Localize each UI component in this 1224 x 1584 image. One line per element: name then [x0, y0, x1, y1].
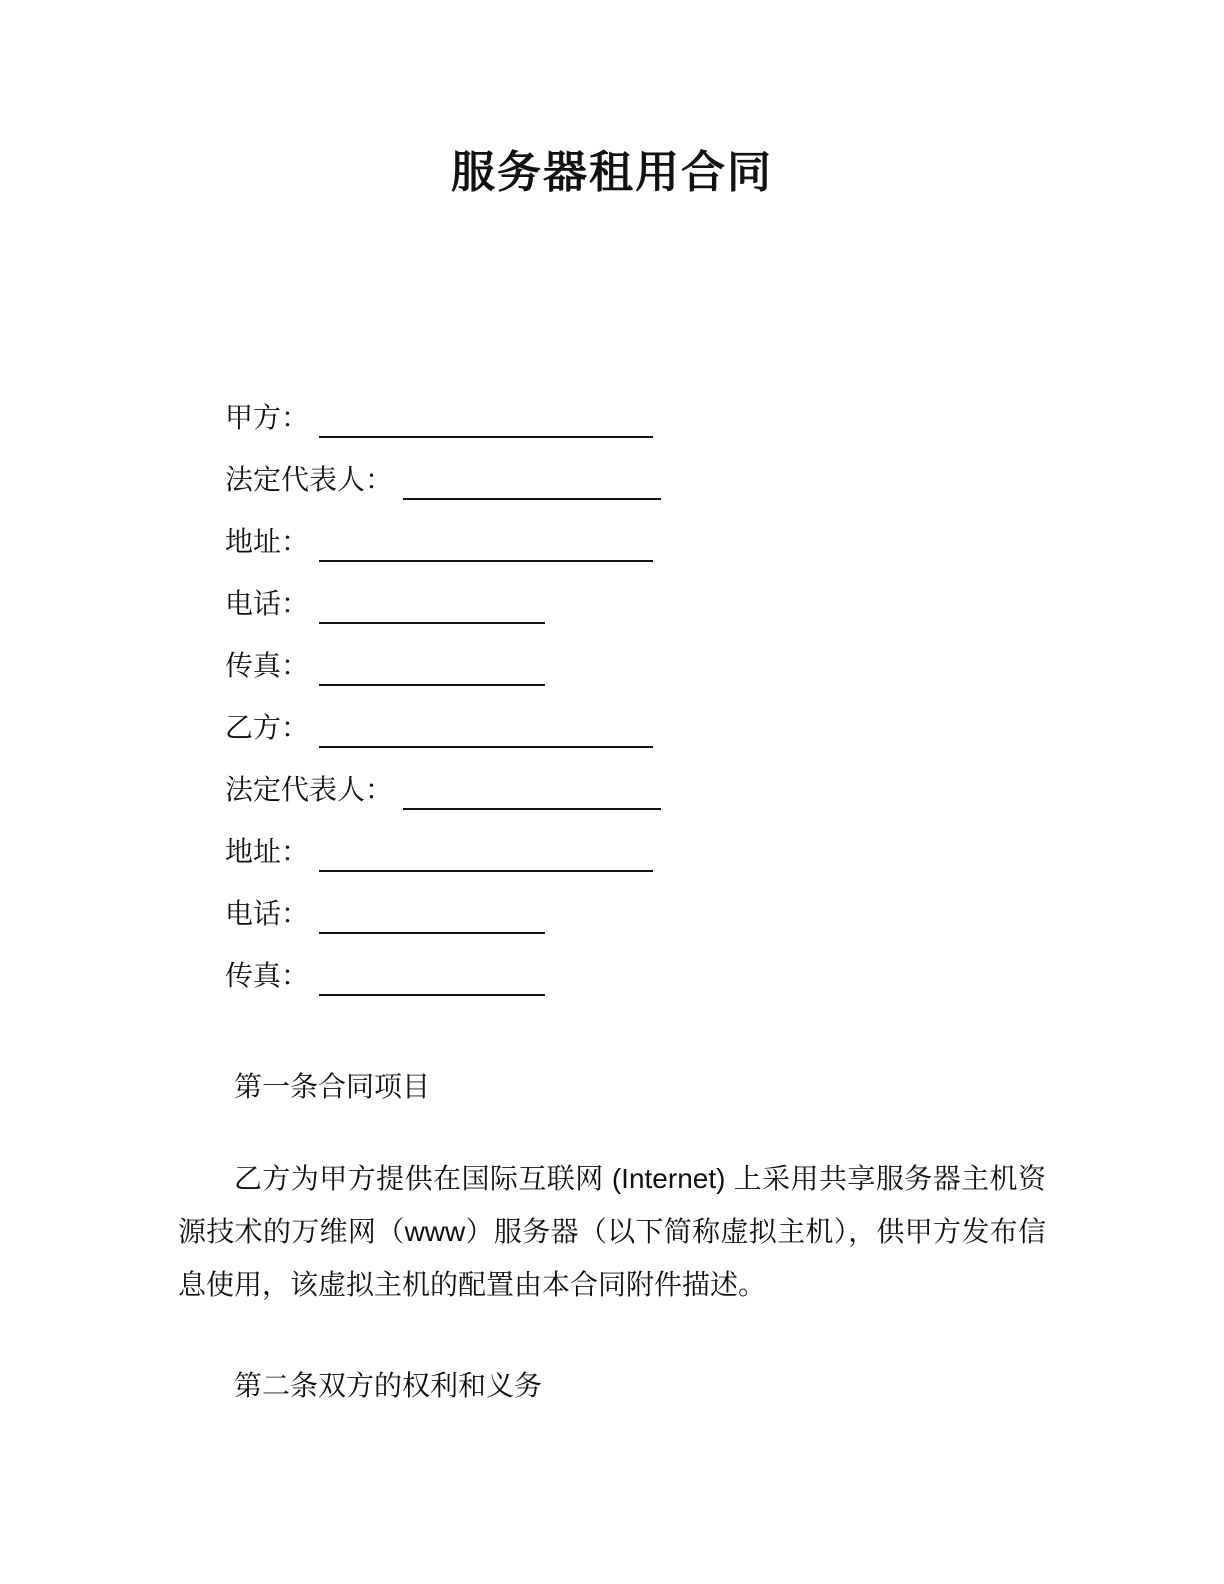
form-field-row — [225, 872, 1046, 934]
contract-sections — [178, 1070, 1046, 1403]
blank-underline — [403, 466, 661, 500]
form-field-row — [225, 810, 1046, 872]
form-field-row — [225, 934, 1046, 996]
field-label: 电话： — [225, 898, 310, 929]
field-label: 地址： — [225, 836, 310, 867]
field-label: 地址： — [225, 526, 310, 557]
field-label: 传真： — [225, 960, 310, 991]
blank-underline — [319, 962, 545, 996]
blank-underline — [319, 404, 653, 438]
form-field-row — [225, 686, 1046, 748]
field-label: 电话： — [225, 588, 310, 619]
contract-section — [178, 1070, 1046, 1311]
form-field-row — [225, 500, 1046, 562]
field-label: 乙方： — [225, 712, 310, 743]
party-fields — [178, 376, 1046, 996]
form-field-row — [225, 438, 1046, 500]
blank-underline — [319, 838, 653, 872]
document-title: 服务器租用合同 — [451, 148, 773, 197]
field-label: 法定代表人： — [225, 464, 394, 495]
field-label: 甲方： — [225, 402, 310, 433]
section-paragraphs — [178, 1152, 1046, 1311]
section-heading: 第一条合同项目 — [234, 1071, 431, 1102]
contract-section — [178, 1369, 1046, 1403]
field-label: 法定代表人： — [225, 774, 394, 805]
form-field-row — [225, 624, 1046, 686]
form-field-row — [225, 748, 1046, 810]
blank-underline — [319, 528, 653, 562]
field-label: 传真： — [225, 650, 310, 681]
blank-underline — [319, 714, 653, 748]
form-field-row — [225, 562, 1046, 624]
paragraph: 乙方为甲方提供在国际互联网 (Internet) 上采用共享服务器主机资源技术的万维网（www）服务器（以下简称虚拟主机），供甲方发布信息使用，该虚拟主机的配置由本合同附件描述。 — [178, 1163, 1046, 1300]
blank-underline — [319, 590, 545, 624]
blank-underline — [319, 900, 545, 934]
blank-underline — [403, 776, 661, 810]
form-field-row — [225, 376, 1046, 438]
blank-underline — [319, 652, 545, 686]
section-heading: 第二条双方的权利和义务 — [234, 1370, 543, 1401]
